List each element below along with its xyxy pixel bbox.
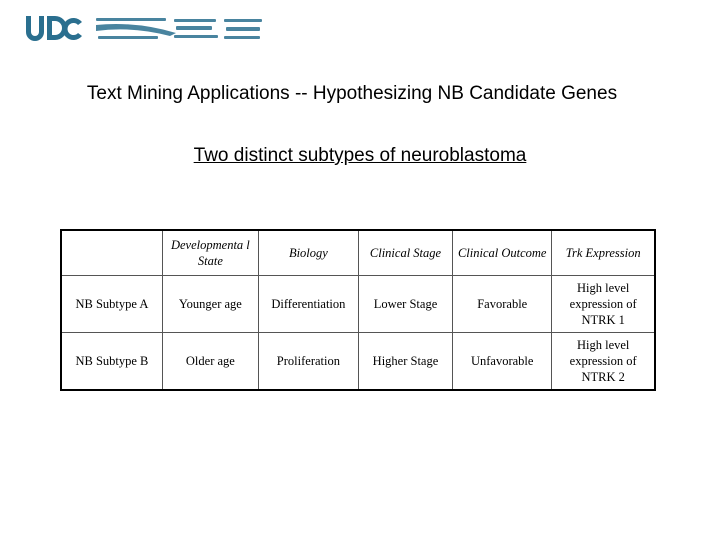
header-cell: Trk Expression <box>552 230 655 276</box>
table-header-row <box>61 230 655 276</box>
header-cell <box>61 230 162 276</box>
table-cell: Younger age <box>162 276 258 333</box>
table-cell: Lower Stage <box>358 276 452 333</box>
udc-logo <box>24 14 264 44</box>
table-cell: Unfavorable <box>453 333 552 391</box>
logo-wordmark <box>96 18 262 39</box>
header-cell: Clinical Stage <box>358 230 452 276</box>
table-cell: High level expression of NTRK 1 <box>552 276 655 333</box>
table-cell: NB Subtype A <box>61 276 162 333</box>
table-cell: Older age <box>162 333 258 391</box>
table-cell: High level expression of NTRK 2 <box>552 333 655 391</box>
table-cell: Proliferation <box>258 333 358 391</box>
header-cell: Clinical Outcome <box>453 230 552 276</box>
header-cell: Developmenta l State <box>162 230 258 276</box>
slide-subtitle: Two distinct subtypes of neuroblastoma <box>193 145 527 166</box>
header-cell: Biology <box>258 230 358 276</box>
table-cell: NB Subtype B <box>61 333 162 391</box>
slide-title: Text Mining Applications -- Hypothesizing NB Candidate Genes <box>86 83 618 104</box>
subtype-table <box>60 229 656 391</box>
table-row <box>61 333 655 391</box>
table-cell: Higher Stage <box>358 333 452 391</box>
logo-letter-c <box>63 18 82 40</box>
table-cell: Differentiation <box>258 276 358 333</box>
table-row <box>61 276 655 333</box>
logo-letter-u <box>26 16 44 41</box>
table-cell: Favorable <box>453 276 552 333</box>
